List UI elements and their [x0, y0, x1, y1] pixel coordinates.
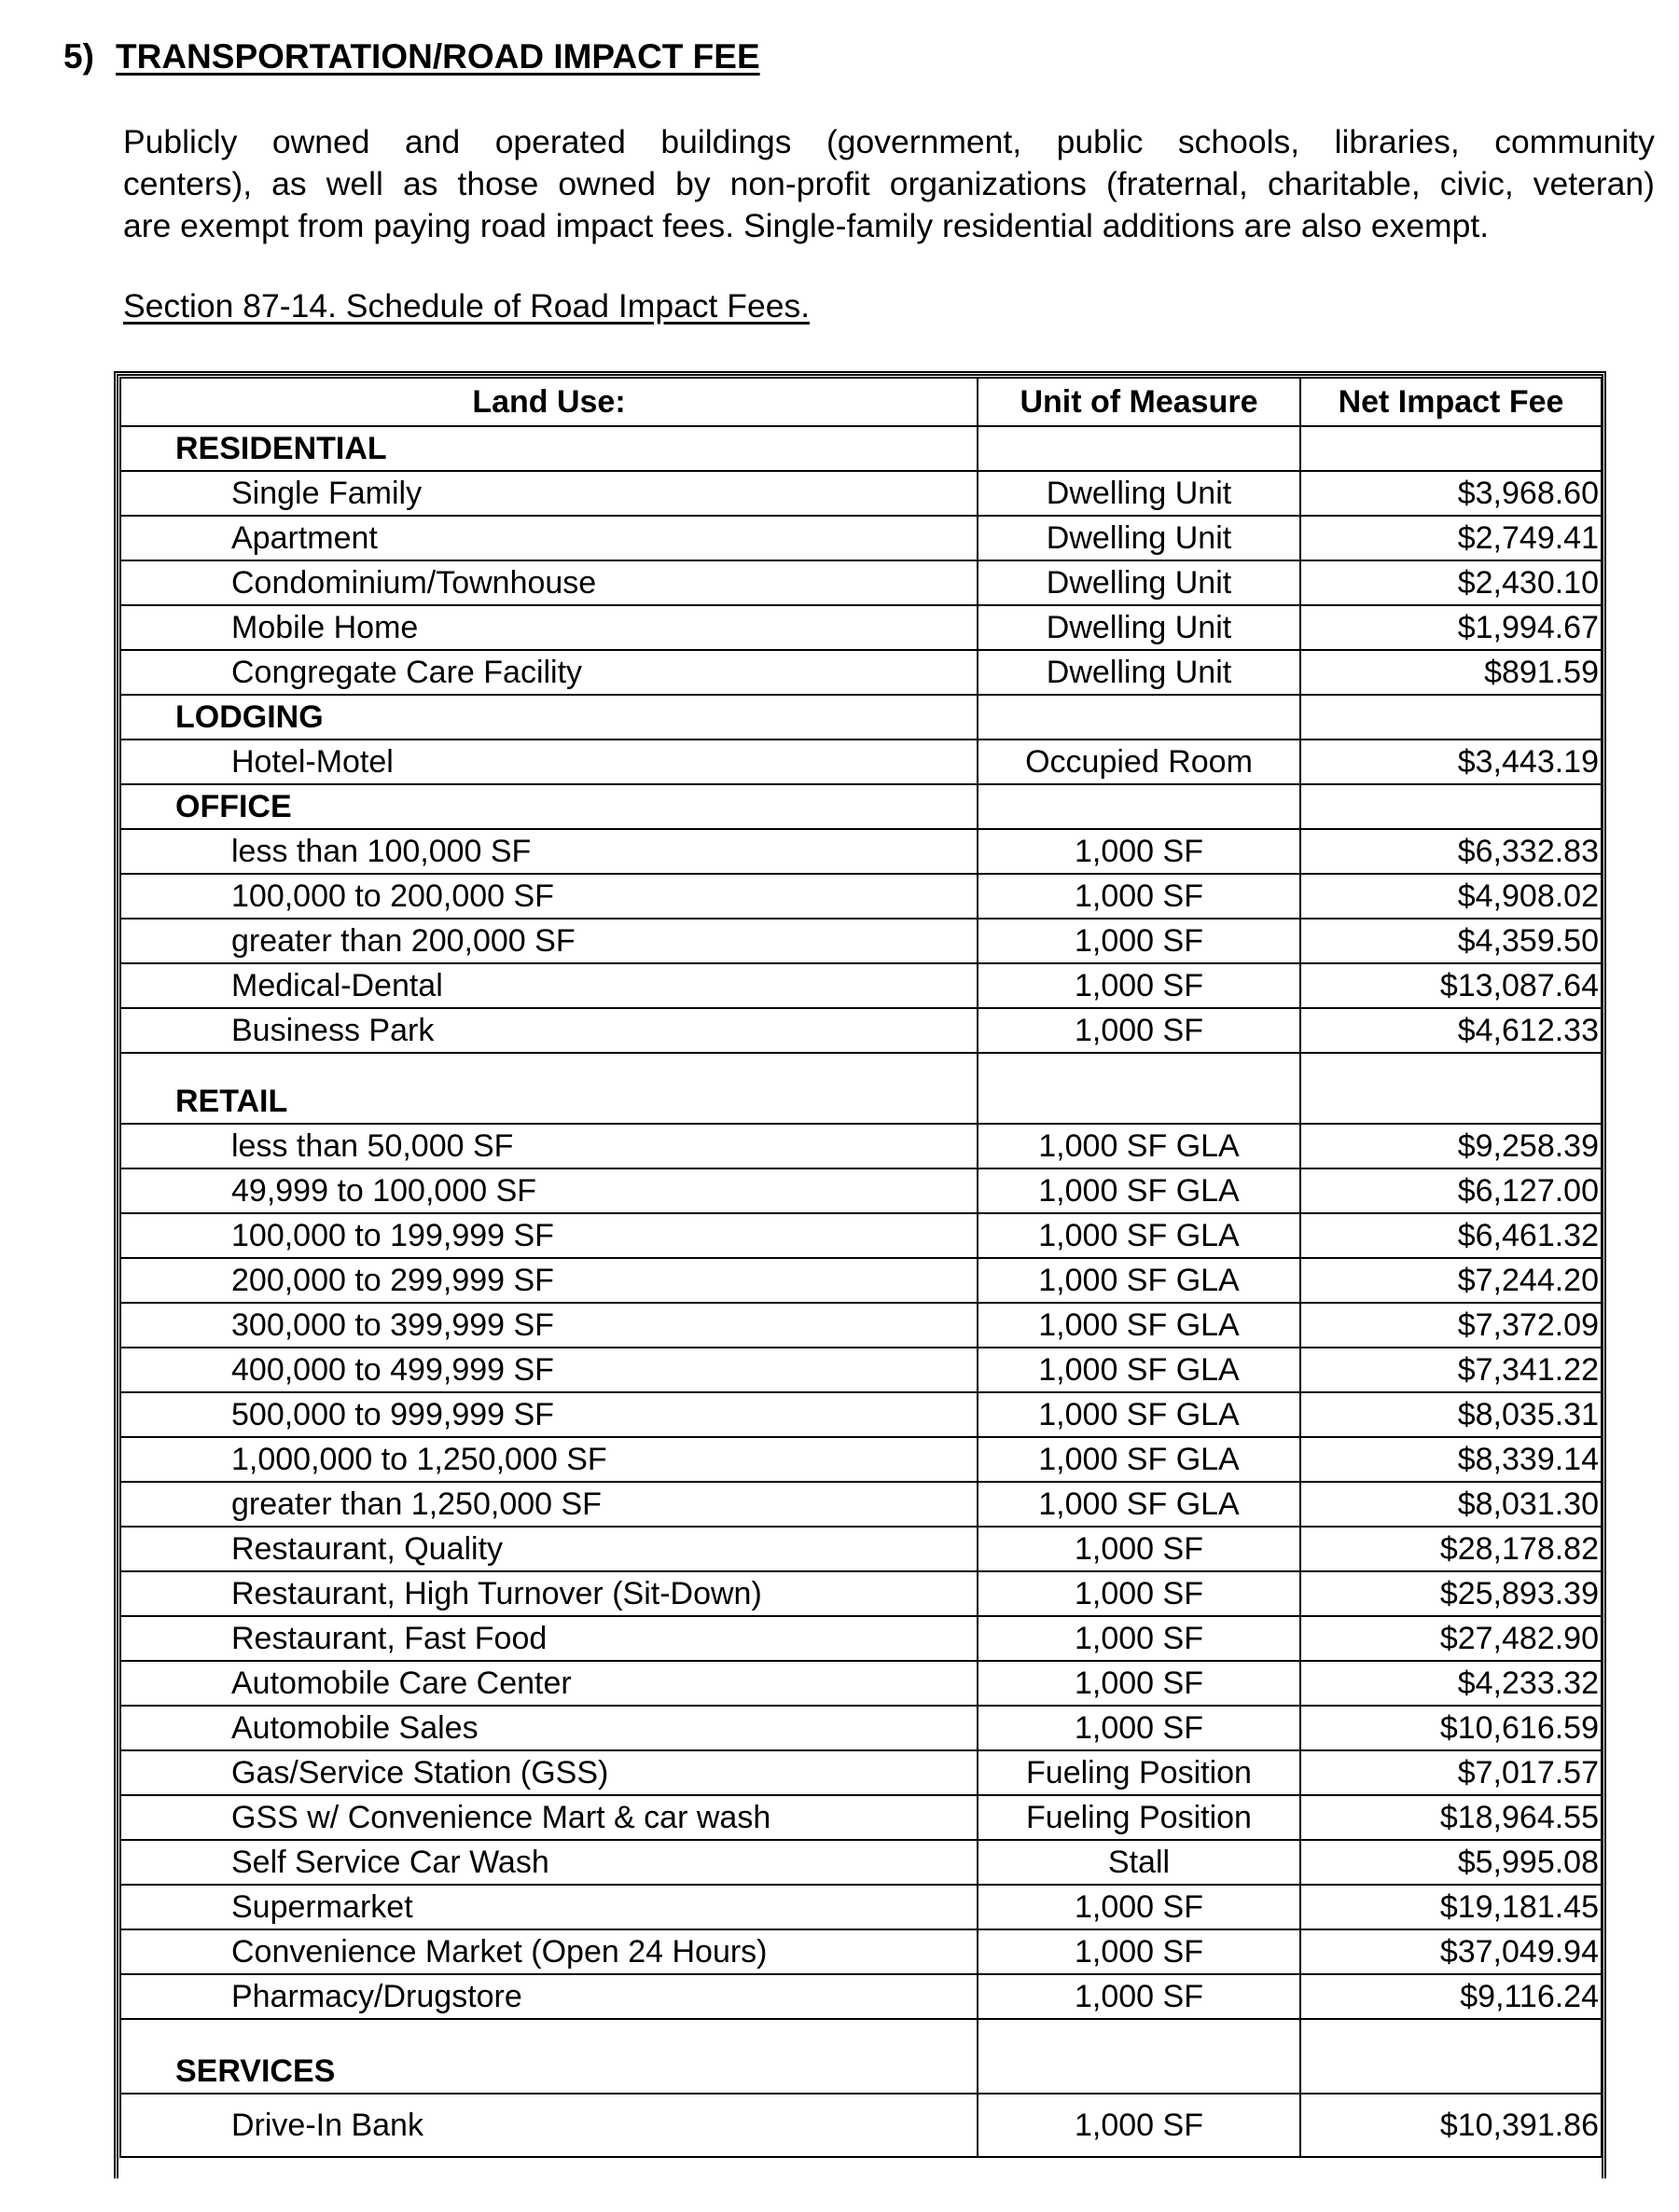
intro-word: (government,: [826, 123, 1022, 160]
unit-of-measure-cell: Dwelling Unit: [978, 516, 1300, 560]
category-unit-empty: [978, 695, 1300, 740]
land-use-cell: Congregate Care Facility: [120, 650, 978, 695]
table-row: [120, 1437, 1602, 1482]
unit-of-measure-cell: Fueling Position: [978, 1795, 1300, 1840]
table-row: [120, 1348, 1602, 1392]
category-label-lodging: LODGING: [120, 695, 978, 740]
net-impact-fee-cell: $7,341.22: [1300, 1348, 1602, 1392]
category-fee-empty: [1300, 695, 1602, 740]
net-impact-fee-cell: $6,461.32: [1300, 1213, 1602, 1258]
land-use-cell: greater than 200,000 SF: [120, 919, 978, 963]
schedule-title: Section 87-14. Schedule of Road Impact Fees.: [123, 287, 811, 325]
table-row: [120, 1124, 1602, 1168]
table-row: [120, 1303, 1602, 1348]
table-row: [120, 516, 1602, 560]
unit-of-measure-cell: 1,000 SF GLA: [978, 1213, 1300, 1258]
category-unit-empty: [978, 2019, 1300, 2094]
intro-word: as: [402, 165, 438, 202]
category-row-services: [120, 2019, 1602, 2094]
table-row: [120, 1571, 1602, 1616]
table-row: [120, 471, 1602, 516]
intro-word: owned: [271, 123, 370, 160]
net-impact-fee-cell: $18,964.55: [1300, 1795, 1602, 1840]
header-land-use: Land Use:: [120, 378, 978, 426]
table-row: [120, 1750, 1602, 1795]
category-fee-empty: [1300, 1053, 1602, 1124]
intro-word: Publicly: [123, 123, 238, 160]
net-impact-fee-cell: $7,244.20: [1300, 1258, 1602, 1303]
table-row: [120, 1974, 1602, 2019]
net-impact-fee-cell: $2,430.10: [1300, 560, 1602, 605]
land-use-cell: Business Park: [120, 1008, 978, 1053]
unit-of-measure-cell: 1,000 SF GLA: [978, 1258, 1300, 1303]
land-use-cell: Mobile Home: [120, 605, 978, 650]
table-row: [120, 740, 1602, 784]
land-use-cell: Restaurant, Fast Food: [120, 1616, 978, 1661]
intro-paragraph: [123, 121, 1655, 247]
category-unit-empty: [978, 426, 1300, 471]
intro-word: charitable,: [1267, 165, 1421, 202]
table-row: [120, 1929, 1602, 1974]
unit-of-measure-cell: Stall: [978, 1840, 1300, 1885]
category-label-retail: RETAIL: [120, 1053, 978, 1124]
category-unit-empty: [978, 1053, 1300, 1124]
table-row: [120, 605, 1602, 650]
net-impact-fee-cell: $10,616.59: [1300, 1706, 1602, 1750]
net-impact-fee-cell: $4,612.33: [1300, 1008, 1602, 1053]
unit-of-measure-cell: 1,000 SF GLA: [978, 1392, 1300, 1437]
land-use-cell: Supermarket: [120, 1885, 978, 1929]
land-use-cell: Self Service Car Wash: [120, 1840, 978, 1885]
unit-of-measure-cell: 1,000 SF GLA: [978, 1168, 1300, 1213]
intro-word: veteran): [1533, 165, 1655, 202]
intro-word: by: [675, 165, 711, 202]
intro-line-2: [123, 163, 1655, 205]
table-row: [120, 560, 1602, 605]
net-impact-fee-cell: $9,258.39: [1300, 1124, 1602, 1168]
net-impact-fee-cell: $7,372.09: [1300, 1303, 1602, 1348]
intro-word: civic,: [1439, 165, 1514, 202]
category-label-services: SERVICES: [120, 2019, 978, 2094]
intro-line-1: [123, 121, 1655, 163]
net-impact-fee-cell: $3,968.60: [1300, 471, 1602, 516]
land-use-cell: Condominium/Townhouse: [120, 560, 978, 605]
net-impact-fee-cell: $2,749.41: [1300, 516, 1602, 560]
table-row: [120, 1527, 1602, 1571]
unit-of-measure-cell: 1,000 SF GLA: [978, 1303, 1300, 1348]
intro-word: schools,: [1177, 123, 1300, 160]
unit-of-measure-cell: Dwelling Unit: [978, 650, 1300, 695]
table-row: [120, 1616, 1602, 1661]
table-row: [120, 1840, 1602, 1885]
net-impact-fee-cell: $9,116.24: [1300, 1974, 1602, 2019]
unit-of-measure-cell: 1,000 SF GLA: [978, 1437, 1300, 1482]
table-row: [120, 2094, 1602, 2157]
land-use-cell: Single Family: [120, 471, 978, 516]
table-row: [120, 1008, 1602, 1053]
unit-of-measure-cell: 1,000 SF: [978, 963, 1300, 1008]
section-number: 5): [63, 37, 94, 76]
net-impact-fee-cell: $28,178.82: [1300, 1527, 1602, 1571]
unit-of-measure-cell: Fueling Position: [978, 1750, 1300, 1795]
net-impact-fee-cell: $13,087.64: [1300, 963, 1602, 1008]
land-use-cell: Pharmacy/Drugstore: [120, 1974, 978, 2019]
land-use-cell: Automobile Sales: [120, 1706, 978, 1750]
table-row: [120, 874, 1602, 919]
land-use-cell: less than 100,000 SF: [120, 829, 978, 874]
section-heading-title: TRANSPORTATION/ROAD IMPACT FEE: [116, 37, 760, 76]
land-use-cell: Medical-Dental: [120, 963, 978, 1008]
land-use-cell: Restaurant, High Turnover (Sit-Down): [120, 1571, 978, 1616]
land-use-cell: 200,000 to 299,999 SF: [120, 1258, 978, 1303]
intro-word: libraries,: [1334, 123, 1460, 160]
unit-of-measure-cell: 1,000 SF GLA: [978, 1348, 1300, 1392]
category-label-office: OFFICE: [120, 784, 978, 829]
unit-of-measure-cell: 1,000 SF: [978, 1008, 1300, 1053]
table-row: [120, 1482, 1602, 1527]
unit-of-measure-cell: Dwelling Unit: [978, 471, 1300, 516]
land-use-cell: 300,000 to 399,999 SF: [120, 1303, 978, 1348]
category-unit-empty: [978, 784, 1300, 829]
unit-of-measure-cell: 1,000 SF: [978, 1661, 1300, 1706]
table-row: [120, 650, 1602, 695]
table-row: [120, 829, 1602, 874]
table-row: [120, 1392, 1602, 1437]
table-row: [120, 1885, 1602, 1929]
unit-of-measure-cell: Dwelling Unit: [978, 560, 1300, 605]
net-impact-fee-cell: $4,908.02: [1300, 874, 1602, 919]
land-use-cell: 100,000 to 199,999 SF: [120, 1213, 978, 1258]
unit-of-measure-cell: 1,000 SF: [978, 874, 1300, 919]
unit-of-measure-cell: 1,000 SF: [978, 829, 1300, 874]
land-use-cell: 400,000 to 499,999 SF: [120, 1348, 978, 1392]
net-impact-fee-cell: $27,482.90: [1300, 1616, 1602, 1661]
land-use-cell: 100,000 to 200,000 SF: [120, 874, 978, 919]
net-impact-fee-cell: $891.59: [1300, 650, 1602, 695]
land-use-cell: greater than 1,250,000 SF: [120, 1482, 978, 1527]
table-row: [120, 1258, 1602, 1303]
unit-of-measure-cell: Dwelling Unit: [978, 605, 1300, 650]
table-row: [120, 1213, 1602, 1258]
net-impact-fee-cell: $19,181.45: [1300, 1885, 1602, 1929]
table-row: [120, 1795, 1602, 1840]
land-use-cell: Convenience Market (Open 24 Hours): [120, 1929, 978, 1974]
intro-word: public: [1056, 123, 1144, 160]
unit-of-measure-cell: 1,000 SF: [978, 1706, 1300, 1750]
table-row: [120, 919, 1602, 963]
impact-fee-table: [119, 377, 1603, 2158]
table-row: [120, 1661, 1602, 1706]
table-header-row: [120, 378, 1602, 426]
category-row-lodging: [120, 695, 1602, 740]
section-heading: [63, 37, 760, 76]
land-use-cell: Restaurant, Quality: [120, 1527, 978, 1571]
intro-word: as: [271, 165, 307, 202]
net-impact-fee-cell: $4,233.32: [1300, 1661, 1602, 1706]
category-fee-empty: [1300, 784, 1602, 829]
table-row: [120, 1168, 1602, 1213]
land-use-cell: 1,000,000 to 1,250,000 SF: [120, 1437, 978, 1482]
table-body: [120, 426, 1602, 2157]
net-impact-fee-cell: $6,332.83: [1300, 829, 1602, 874]
net-impact-fee-cell: $10,391.86: [1300, 2094, 1602, 2157]
net-impact-fee-cell: $8,339.14: [1300, 1437, 1602, 1482]
unit-of-measure-cell: 1,000 SF GLA: [978, 1482, 1300, 1527]
unit-of-measure-cell: 1,000 SF GLA: [978, 1124, 1300, 1168]
unit-of-measure-cell: 1,000 SF: [978, 919, 1300, 963]
category-row-office: [120, 784, 1602, 829]
net-impact-fee-cell: $25,893.39: [1300, 1571, 1602, 1616]
land-use-cell: 49,999 to 100,000 SF: [120, 1168, 978, 1213]
net-impact-fee-cell: $1,994.67: [1300, 605, 1602, 650]
unit-of-measure-cell: 1,000 SF: [978, 1974, 1300, 2019]
header-net-impact-fee: Net Impact Fee: [1300, 378, 1602, 426]
net-impact-fee-cell: $5,995.08: [1300, 1840, 1602, 1885]
net-impact-fee-cell: $8,035.31: [1300, 1392, 1602, 1437]
category-fee-empty: [1300, 426, 1602, 471]
category-row-residential: [120, 426, 1602, 471]
intro-word: operated: [494, 123, 626, 160]
intro-word: well: [326, 165, 383, 202]
intro-word: (fraternal,: [1105, 165, 1248, 202]
net-impact-fee-cell: $7,017.57: [1300, 1750, 1602, 1795]
intro-word: centers),: [123, 165, 253, 202]
unit-of-measure-cell: 1,000 SF: [978, 1885, 1300, 1929]
unit-of-measure-cell: Occupied Room: [978, 740, 1300, 784]
net-impact-fee-cell: $6,127.00: [1300, 1168, 1602, 1213]
intro-word: non-profit: [729, 165, 870, 202]
net-impact-fee-cell: $37,049.94: [1300, 1929, 1602, 1974]
net-impact-fee-cell: $4,359.50: [1300, 919, 1602, 963]
net-impact-fee-cell: $3,443.19: [1300, 740, 1602, 784]
land-use-cell: Drive-In Bank: [120, 2094, 978, 2157]
unit-of-measure-cell: 1,000 SF: [978, 1929, 1300, 1974]
net-impact-fee-cell: $8,031.30: [1300, 1482, 1602, 1527]
category-fee-empty: [1300, 2019, 1602, 2094]
unit-of-measure-cell: 1,000 SF: [978, 1616, 1300, 1661]
intro-word: and: [404, 123, 461, 160]
intro-word: community: [1494, 123, 1655, 160]
intro-word: owned: [558, 165, 657, 202]
table-row: [120, 1706, 1602, 1750]
land-use-cell: 500,000 to 999,999 SF: [120, 1392, 978, 1437]
table-row: [120, 963, 1602, 1008]
intro-word: buildings: [660, 123, 792, 160]
header-unit-of-measure: Unit of Measure: [978, 378, 1300, 426]
category-label-residential: RESIDENTIAL: [120, 426, 978, 471]
land-use-cell: Gas/Service Station (GSS): [120, 1750, 978, 1795]
land-use-cell: Hotel-Motel: [120, 740, 978, 784]
category-row-retail: [120, 1053, 1602, 1124]
land-use-cell: less than 50,000 SF: [120, 1124, 978, 1168]
land-use-cell: Apartment: [120, 516, 978, 560]
unit-of-measure-cell: 1,000 SF: [978, 1527, 1300, 1571]
land-use-cell: GSS w/ Convenience Mart & car wash: [120, 1795, 978, 1840]
intro-line-3: are exempt from paying road impact fees. Single-family residential additions are also exempt.: [123, 207, 1490, 244]
unit-of-measure-cell: 1,000 SF: [978, 2094, 1300, 2157]
intro-word: those: [457, 165, 539, 202]
unit-of-measure-cell: 1,000 SF: [978, 1571, 1300, 1616]
intro-word: organizations: [889, 165, 1087, 202]
land-use-cell: Automobile Care Center: [120, 1661, 978, 1706]
